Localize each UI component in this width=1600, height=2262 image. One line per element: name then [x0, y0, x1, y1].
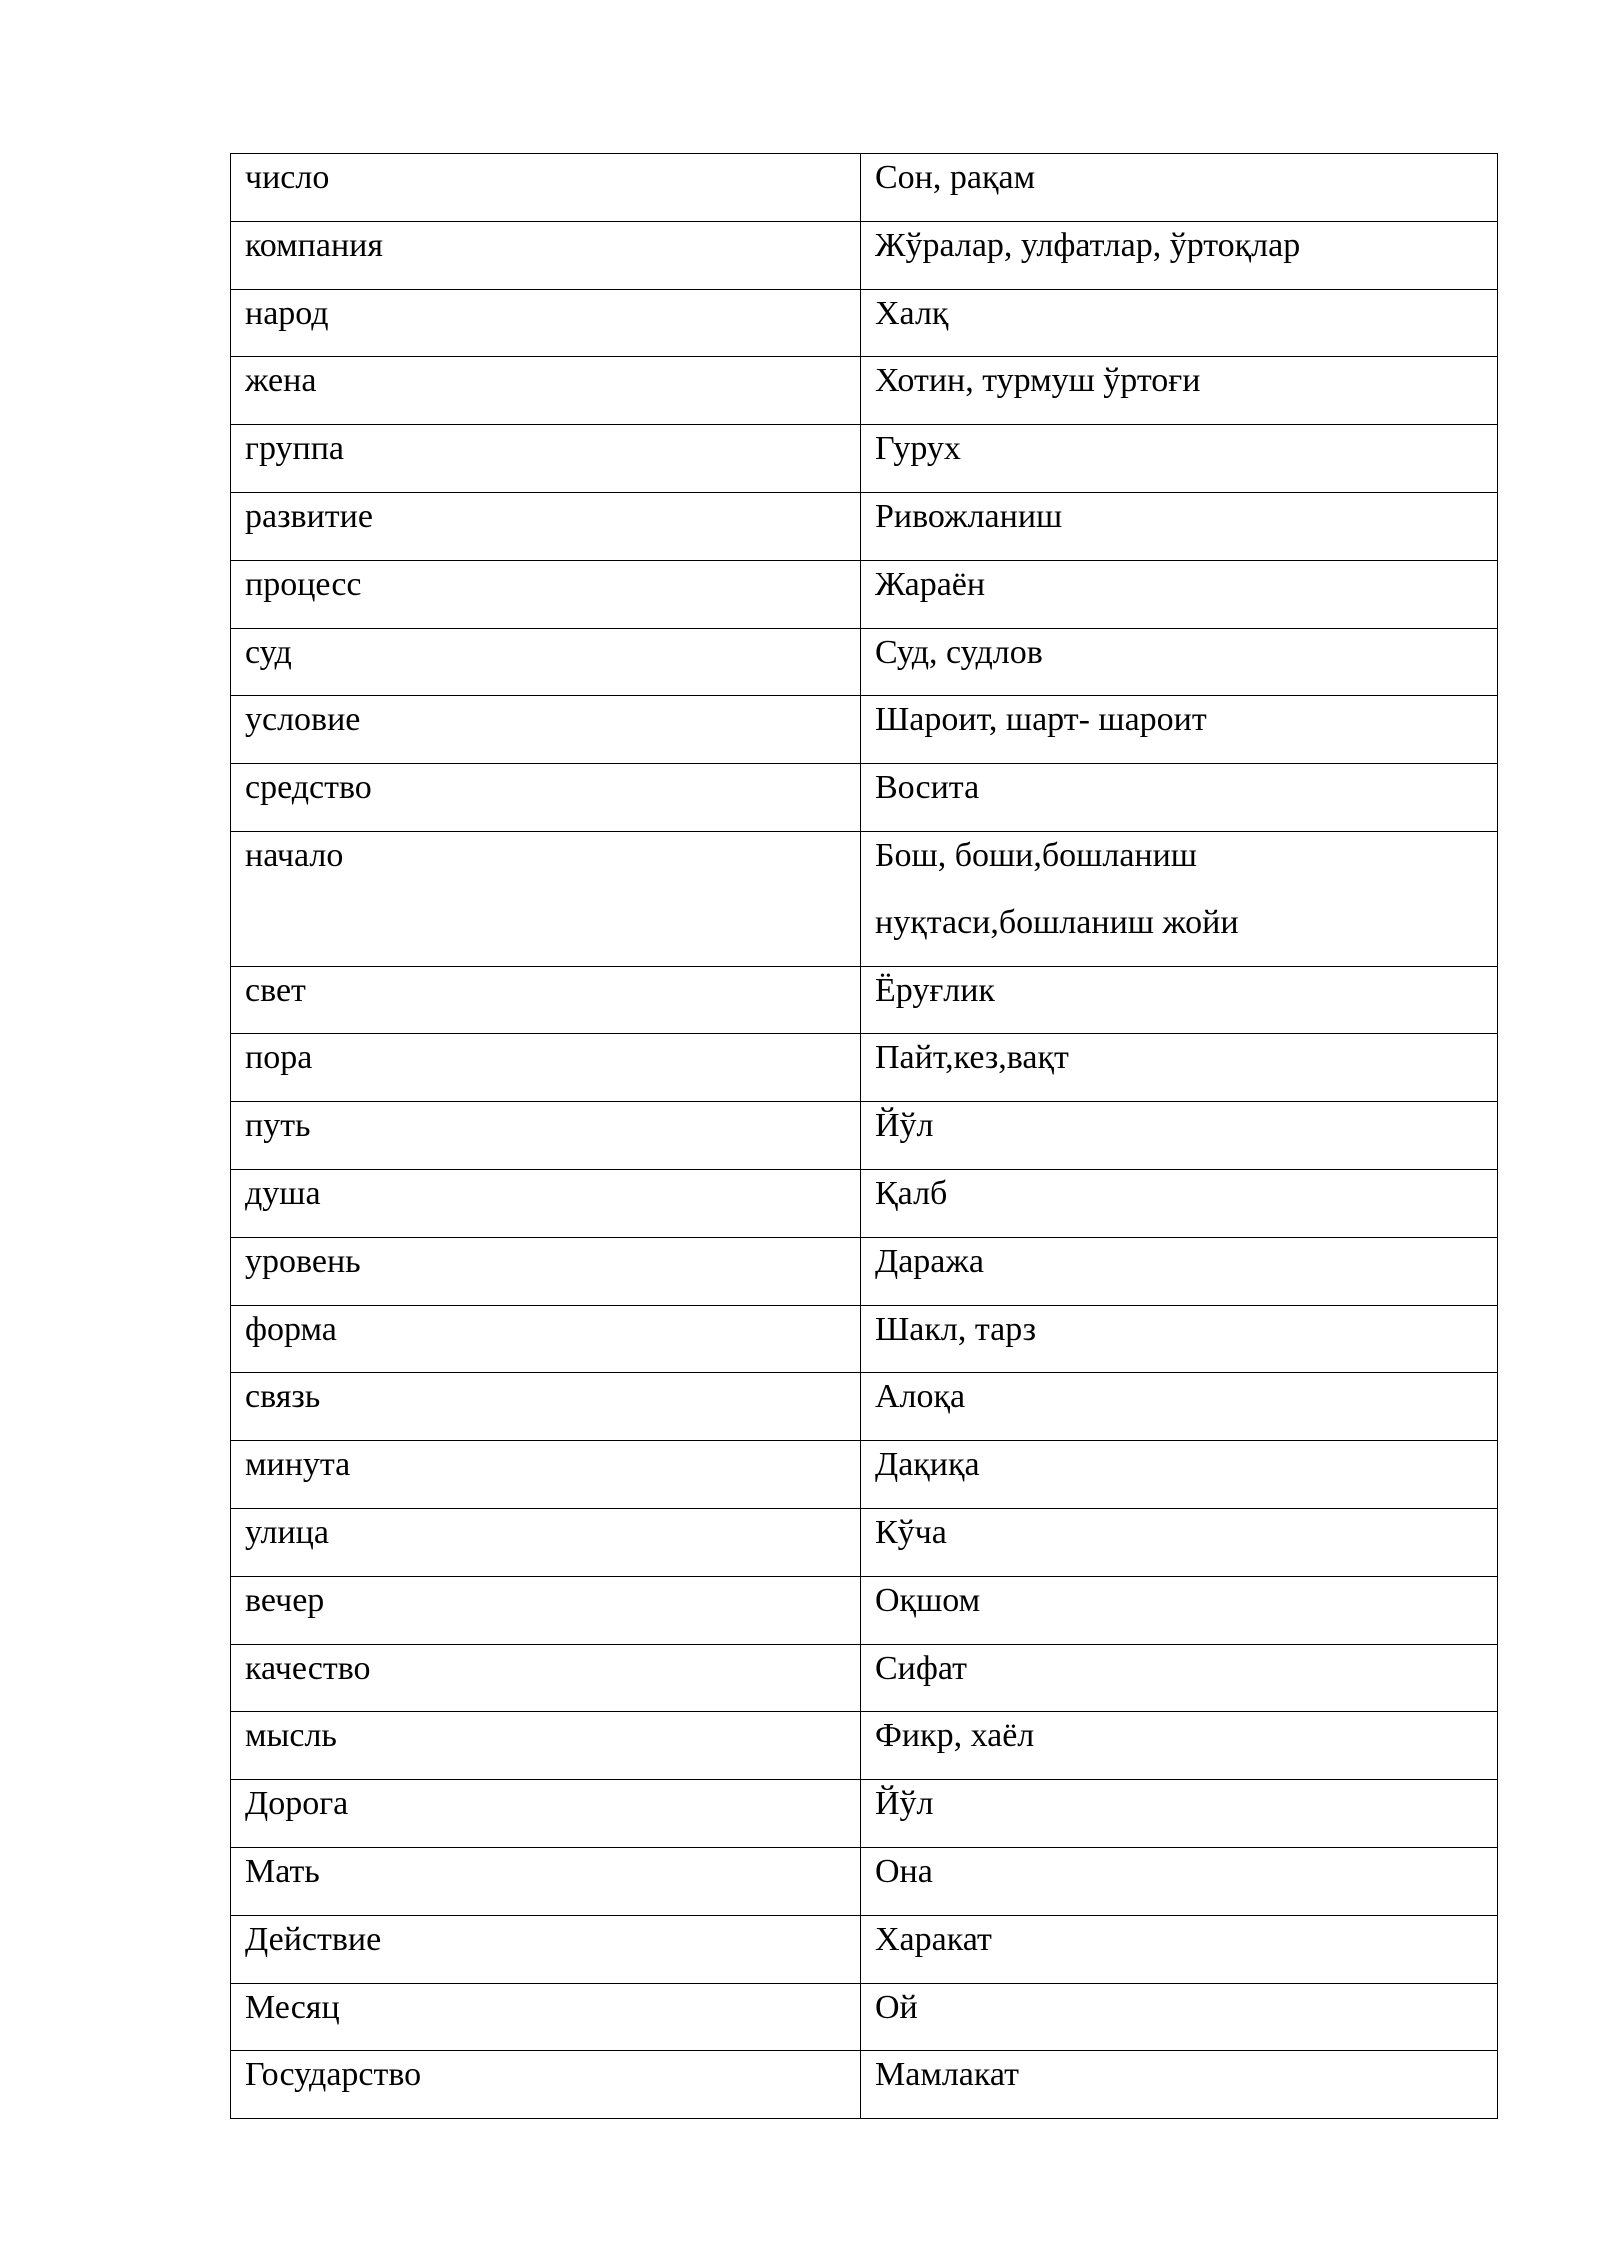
russian-word-cell [231, 1983, 861, 2051]
uzbek-translation: Шакл, тарз [875, 1310, 1037, 1348]
russian-word: народ [245, 294, 329, 332]
russian-word-cell [231, 696, 861, 764]
uzbek-translation: Сифат [875, 1649, 967, 1687]
table-row [231, 1847, 1498, 1915]
uzbek-translation-cell [861, 357, 1498, 425]
russian-word-cell [231, 1373, 861, 1441]
uzbek-translation: Восита [875, 769, 980, 807]
uzbek-translation-cell [861, 1237, 1498, 1305]
russian-word-cell [231, 1305, 861, 1373]
uzbek-translation-cell [861, 1305, 1498, 1373]
uzbek-translation: Йўл [875, 1785, 934, 1823]
table-row [231, 1983, 1498, 2051]
uzbek-translation-cell [861, 1983, 1498, 2051]
uzbek-translation: Жараён [875, 565, 986, 603]
table-row [231, 154, 1498, 222]
uzbek-translation: нуқтаси,бошланиш жойи [875, 903, 1239, 941]
table-row [231, 357, 1498, 425]
russian-word-cell [231, 357, 861, 425]
uzbek-translation-cell [861, 154, 1498, 222]
table-row [231, 1915, 1498, 1983]
russian-word-cell [231, 1508, 861, 1576]
table-row [231, 560, 1498, 628]
uzbek-translation-cell [861, 831, 1498, 966]
russian-word-cell [231, 154, 861, 222]
uzbek-translation-cell [861, 1780, 1498, 1848]
russian-word-cell [231, 1915, 861, 1983]
russian-word: средство [245, 769, 372, 807]
russian-word-cell [231, 1847, 861, 1915]
table-row [231, 628, 1498, 696]
uzbek-translation-cell [861, 560, 1498, 628]
uzbek-translation: Даража [875, 1242, 984, 1280]
russian-word-cell [231, 966, 861, 1034]
uzbek-translation-cell [861, 1373, 1498, 1441]
russian-word: Мать [245, 1852, 320, 1890]
uzbek-translation: Оқшом [875, 1581, 981, 1619]
russian-word: душа [245, 1174, 321, 1212]
uzbek-translation: Мамлакат [875, 2056, 1019, 2094]
uzbek-translation: Йўл [875, 1107, 934, 1145]
table-row [231, 1508, 1498, 1576]
russian-word-cell [231, 1576, 861, 1644]
table-row [231, 1305, 1498, 1373]
russian-word-cell [231, 1034, 861, 1102]
uzbek-translation: Гурух [875, 430, 961, 468]
russian-word-cell [231, 1441, 861, 1509]
russian-word: число [245, 159, 330, 196]
russian-word: форма [245, 1310, 337, 1348]
uzbek-translation: Қалб [875, 1174, 948, 1212]
russian-word-cell [231, 2051, 861, 2119]
uzbek-translation: Шароит, шарт- шароит [875, 701, 1207, 739]
uzbek-translation: Сон, рақам [875, 159, 1036, 196]
russian-word: развитие [245, 497, 373, 535]
russian-word: суд [245, 633, 292, 671]
table-row [231, 1712, 1498, 1780]
table-row [231, 492, 1498, 560]
uzbek-translation: Алоқа [875, 1378, 966, 1416]
russian-word: жена [245, 362, 317, 400]
table-row [231, 1102, 1498, 1170]
table-row [231, 1441, 1498, 1509]
uzbek-translation: Ривожланиш [875, 497, 1063, 535]
russian-word-cell [231, 1780, 861, 1848]
uzbek-translation: Ёруғлик [875, 971, 995, 1009]
table-row [231, 1237, 1498, 1305]
russian-word: минута [245, 1446, 351, 1484]
table-row [231, 764, 1498, 832]
table-row [231, 1034, 1498, 1102]
russian-word: улица [245, 1513, 329, 1551]
uzbek-translation-cell [861, 628, 1498, 696]
russian-word-cell [231, 560, 861, 628]
uzbek-translation-cell [861, 696, 1498, 764]
russian-word: связь [245, 1378, 321, 1416]
vocabulary-table-body [231, 154, 1498, 2119]
uzbek-translation: Ой [875, 1988, 918, 2026]
russian-word: условие [245, 701, 361, 739]
russian-word-cell [231, 425, 861, 493]
russian-word-cell [231, 1237, 861, 1305]
uzbek-translation: Жўралар, улфатлар, ўртоқлар [875, 226, 1301, 264]
russian-word-cell [231, 1102, 861, 1170]
uzbek-translation-cell [861, 764, 1498, 832]
russian-word-cell [231, 831, 861, 966]
table-row [231, 966, 1498, 1034]
uzbek-translation-cell [861, 289, 1498, 357]
uzbek-translation: Она [875, 1852, 933, 1890]
table-row [231, 1644, 1498, 1712]
uzbek-translation-cell [861, 966, 1498, 1034]
uzbek-translation: Халқ [875, 294, 949, 332]
russian-word: процесс [245, 565, 362, 603]
russian-word: компания [245, 226, 383, 264]
vocabulary-table [230, 153, 1498, 2119]
uzbek-translation-cell [861, 1441, 1498, 1509]
uzbek-translation: Дақиқа [875, 1446, 980, 1484]
uzbek-translation-cell [861, 1915, 1498, 1983]
russian-word: пора [245, 1039, 313, 1077]
table-row [231, 221, 1498, 289]
uzbek-translation: Фикр, хаёл [875, 1717, 1035, 1755]
russian-word: мысль [245, 1717, 337, 1755]
table-row [231, 1576, 1498, 1644]
russian-word-cell [231, 492, 861, 560]
russian-word-cell [231, 1712, 861, 1780]
uzbek-translation-cell [861, 1034, 1498, 1102]
uzbek-translation-cell [861, 1169, 1498, 1237]
table-row [231, 1780, 1498, 1848]
uzbek-translation-cell [861, 2051, 1498, 2119]
uzbek-translation-cell [861, 1712, 1498, 1780]
uzbek-translation-cell [861, 492, 1498, 560]
russian-word: качество [245, 1649, 371, 1687]
russian-word: группа [245, 430, 344, 468]
russian-word: свет [245, 971, 306, 1009]
uzbek-translation-cell [861, 1847, 1498, 1915]
russian-word: Дорога [245, 1785, 349, 1823]
uzbek-translation: Пайт,кез,вақт [875, 1039, 1069, 1077]
uzbek-translation: Суд, судлов [875, 633, 1043, 671]
uzbek-translation-cell [861, 1508, 1498, 1576]
uzbek-translation-cell [861, 1102, 1498, 1170]
russian-word: путь [245, 1107, 311, 1145]
table-row [231, 289, 1498, 357]
table-row [231, 1373, 1498, 1441]
russian-word: вечер [245, 1581, 325, 1619]
russian-word-cell [231, 221, 861, 289]
uzbek-translation-cell [861, 1644, 1498, 1712]
russian-word-cell [231, 764, 861, 832]
uzbek-translation: Бош, боши,бошланиш [875, 836, 1197, 874]
table-row [231, 2051, 1498, 2119]
russian-word-cell [231, 1169, 861, 1237]
russian-word-cell [231, 289, 861, 357]
table-row [231, 831, 1498, 966]
table-row [231, 696, 1498, 764]
russian-word: Действие [245, 1920, 382, 1958]
russian-word-cell [231, 1644, 861, 1712]
russian-word: уровень [245, 1242, 361, 1280]
russian-word: начало [245, 836, 344, 874]
uzbek-translation: Кўча [875, 1513, 947, 1551]
russian-word-cell [231, 628, 861, 696]
uzbek-translation-cell [861, 425, 1498, 493]
uzbek-translation: Харакат [875, 1920, 992, 1958]
uzbek-translation-cell [861, 1576, 1498, 1644]
russian-word: Месяц [245, 1988, 340, 2026]
russian-word: Государство [245, 2056, 422, 2094]
table-row [231, 425, 1498, 493]
uzbek-translation-cell [861, 221, 1498, 289]
table-row [231, 1169, 1498, 1237]
uzbek-translation: Хотин, турмуш ўртоғи [875, 362, 1201, 400]
